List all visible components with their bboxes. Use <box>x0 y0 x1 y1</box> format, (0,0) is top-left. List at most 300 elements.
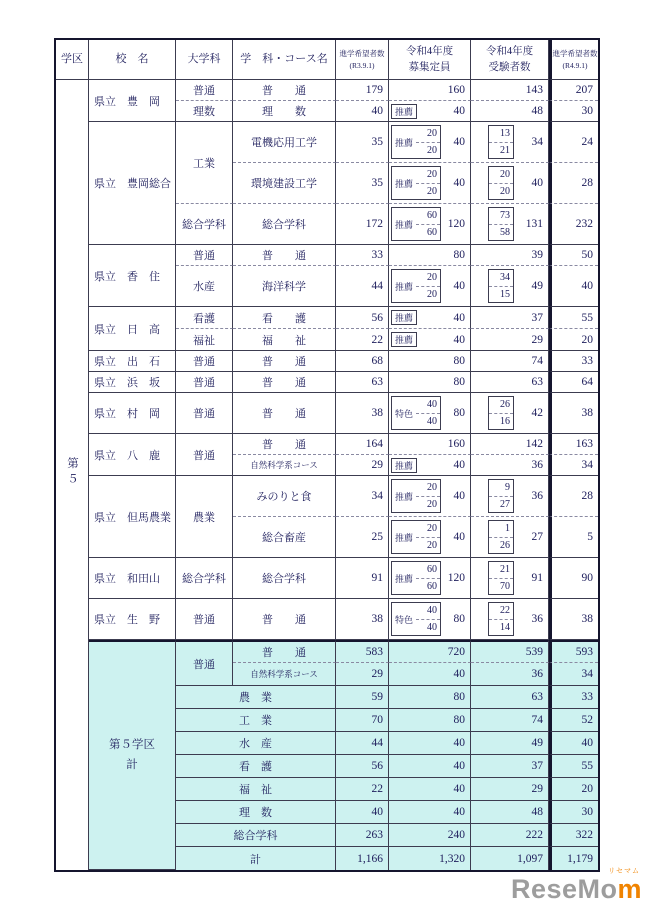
summary-label-line2: 計 <box>126 758 138 771</box>
capacity-content <box>389 102 470 120</box>
summary-value-cell: 29 <box>336 663 389 686</box>
breakdown-values <box>416 521 440 553</box>
summary-value-cell: 59 <box>336 686 389 709</box>
school-name-cell: 県立 豊岡総合 <box>89 122 176 245</box>
breakdown-value: 60 <box>416 224 440 241</box>
dept-cell: 普通 <box>176 80 233 101</box>
course-cell: 理 数 <box>233 101 336 122</box>
capacity-cell <box>389 372 471 393</box>
school-name-cell: 県立 和田山 <box>89 558 176 599</box>
hope-r3-cell: 25 <box>336 517 389 558</box>
breakdown-value: 9 <box>505 482 510 493</box>
hope-r3-cell: 22 <box>336 329 389 351</box>
breakdown-values <box>416 167 440 199</box>
logo-text: ReseMo <box>510 874 618 904</box>
summary-row <box>56 640 598 663</box>
header-capacity-line1: 令和4年度 <box>405 46 454 58</box>
total-value: 40 <box>453 490 465 502</box>
total-value: 80 <box>453 249 465 261</box>
breakdown-value: 15 <box>489 286 513 303</box>
capacity-content <box>389 308 470 327</box>
dept-cell: 普通 <box>176 599 233 640</box>
total-value: 131 <box>525 218 543 230</box>
header-hope-r3 <box>336 40 389 80</box>
total-value: 80 <box>453 376 465 388</box>
breakdown-value: 60 <box>427 564 438 575</box>
hope-r4-cell: 207 <box>549 80 598 101</box>
hope-r3-cell: 40 <box>336 101 389 122</box>
breakdown-values <box>416 270 440 302</box>
breakdown-values <box>489 167 513 199</box>
hope-r3-cell: 44 <box>336 266 389 307</box>
summary-value-cell: 222 <box>471 824 549 847</box>
breakdown-value: 20 <box>427 272 438 283</box>
capacity-content <box>389 559 470 597</box>
dept-cell: 理数 <box>176 101 233 122</box>
breakdown-values <box>489 521 513 553</box>
total-value: 63 <box>531 376 543 388</box>
hope-r4-cell: 64 <box>549 372 598 393</box>
capacity-cell <box>389 351 471 372</box>
breakdown-value: 60 <box>416 578 440 595</box>
selection-type-label: 推薦 <box>395 313 414 323</box>
breakdown-values <box>416 603 440 635</box>
total-value: 29 <box>531 333 543 346</box>
district-cell <box>56 80 89 870</box>
summary-value-cell: 1,166 <box>336 847 389 870</box>
category-cell: 福 祉 <box>176 778 336 801</box>
examinees-cell <box>471 455 549 476</box>
selection-type-label: 推薦 <box>395 178 414 189</box>
examinees-content <box>471 518 548 556</box>
total-value: 142 <box>525 438 543 450</box>
course-cell: 普 通 <box>233 80 336 101</box>
breakdown-value: 20 <box>500 169 510 180</box>
hope-r4-cell: 5 <box>549 517 598 558</box>
total-value: 48 <box>531 105 543 117</box>
summary-value-cell: 80 <box>389 709 471 732</box>
capacity-cell <box>389 122 471 163</box>
summary-value-cell: 29 <box>471 778 549 801</box>
breakdown-value: 58 <box>489 224 513 241</box>
total-value: 40 <box>453 280 465 292</box>
total-value: 37 <box>531 311 543 324</box>
selection-type-box <box>391 125 441 159</box>
breakdown-value: 40 <box>427 399 438 410</box>
category-cell: 農 業 <box>176 686 336 709</box>
data-table <box>54 38 600 872</box>
admission-table <box>54 38 600 872</box>
selection-type-label: 推薦 <box>395 460 414 471</box>
breakdown-value: 70 <box>489 578 513 595</box>
summary-value-cell: 322 <box>549 824 598 847</box>
breakdown-value: 21 <box>500 564 510 575</box>
total-value: 40 <box>453 105 465 117</box>
selection-type-label: 特色 <box>395 408 414 419</box>
dept-cell: 総合学科 <box>176 558 233 599</box>
hope-r3-cell: 179 <box>336 80 389 101</box>
examinees-content <box>471 246 548 264</box>
hope-r4-cell: 20 <box>549 329 598 351</box>
breakdown-value: 73 <box>500 210 510 221</box>
selection-type-label: 推薦 <box>395 335 414 345</box>
table-row <box>56 80 598 101</box>
breakdown-value: 20 <box>416 286 440 303</box>
total-value: 40 <box>531 177 543 189</box>
header-district: 学区 <box>56 40 89 80</box>
breakdown-values <box>489 126 513 158</box>
header-examinees-line2: 受験者数 <box>488 61 531 73</box>
summary-value-cell: 40 <box>549 732 598 755</box>
summary-value-cell: 40 <box>389 801 471 824</box>
examinees-content <box>471 308 548 327</box>
examinees-content <box>471 205 548 243</box>
summary-value-cell: 1,179 <box>549 847 598 870</box>
selection-type-label: 推薦 <box>395 106 414 117</box>
breakdown-values <box>416 397 440 429</box>
capacity-cell <box>389 476 471 517</box>
table-row <box>56 372 598 393</box>
capacity-cell <box>389 558 471 599</box>
summary-value-cell: 22 <box>336 778 389 801</box>
capacity-content <box>389 123 470 161</box>
capacity-cell <box>389 266 471 307</box>
category-cell: 計 <box>176 847 336 870</box>
dept-cell: 農業 <box>176 476 233 558</box>
selection-type-box <box>391 458 417 473</box>
breakdown-value: 1 <box>505 523 510 534</box>
examinees-content <box>471 435 548 453</box>
selection-type-label: 推薦 <box>395 281 414 292</box>
category-cell: 総合学科 <box>176 824 336 847</box>
header-examinees <box>471 40 549 80</box>
capacity-cell <box>389 393 471 434</box>
breakdown-box <box>488 561 514 595</box>
breakdown-values <box>416 562 440 594</box>
selection-type-label: 特色 <box>395 614 414 625</box>
breakdown-value: 20 <box>489 183 513 200</box>
hope-r3-cell: 68 <box>336 351 389 372</box>
header-course: 学 科・コース名 <box>233 40 336 80</box>
total-value: 160 <box>447 84 465 96</box>
course-cell: 普 通 <box>233 372 336 393</box>
course-cell: 普 通 <box>233 393 336 434</box>
course-cell: 普 通 <box>233 599 336 640</box>
hope-r3-cell: 38 <box>336 393 389 434</box>
selection-type-label: 推薦 <box>395 573 414 584</box>
total-value: 40 <box>453 531 465 543</box>
summary-value-cell: 37 <box>471 755 549 778</box>
examinees-cell <box>471 329 549 351</box>
summary-value-cell: 36 <box>471 663 549 686</box>
dept-cell: 普通 <box>176 372 233 393</box>
course-cell: みのりと食 <box>233 476 336 517</box>
course-cell: 自然科学系コース <box>233 663 336 686</box>
total-value: 49 <box>531 280 543 292</box>
examinees-content <box>471 330 548 349</box>
total-value: 40 <box>453 177 465 189</box>
summary-value-cell: 48 <box>471 801 549 824</box>
examinees-cell <box>471 351 549 372</box>
summary-value-cell: 63 <box>471 686 549 709</box>
capacity-content <box>389 600 470 638</box>
school-name-cell: 県立 豊 岡 <box>89 80 176 122</box>
breakdown-box <box>488 269 514 303</box>
selection-type-box <box>391 396 441 430</box>
category-cell: 水 産 <box>176 732 336 755</box>
dept-cell: 普通 <box>176 640 233 686</box>
course-cell: 海洋科学 <box>233 266 336 307</box>
header-hope-r3-line2: (R3.9.1) <box>349 60 375 70</box>
examinees-cell <box>471 204 549 245</box>
school-name-cell: 県立 八 鹿 <box>89 434 176 476</box>
table-row <box>56 307 598 329</box>
summary-value-cell: 40 <box>336 801 389 824</box>
table-row <box>56 558 598 599</box>
dept-cell: 看護 <box>176 307 233 329</box>
hope-r3-cell: 35 <box>336 163 389 204</box>
breakdown-box <box>488 602 514 636</box>
total-value: 27 <box>531 531 543 543</box>
total-value: 120 <box>447 218 465 230</box>
breakdown-values <box>416 126 440 158</box>
examinees-content <box>471 477 548 515</box>
capacity-content <box>389 267 470 305</box>
table-row <box>56 122 598 163</box>
breakdown-value: 20 <box>416 183 440 200</box>
total-value: 36 <box>531 459 543 471</box>
examinees-cell <box>471 558 549 599</box>
capacity-content <box>389 246 470 264</box>
examinees-cell <box>471 245 549 266</box>
breakdown-box <box>488 166 514 200</box>
examinees-content <box>471 102 548 120</box>
examinees-cell <box>471 163 549 204</box>
examinees-content <box>471 600 548 638</box>
table-row <box>56 245 598 266</box>
total-value: 80 <box>453 407 465 419</box>
total-value: 36 <box>531 490 543 502</box>
hope-r3-cell: 63 <box>336 372 389 393</box>
hope-r4-cell: 30 <box>549 101 598 122</box>
examinees-content <box>471 267 548 305</box>
selection-type-box <box>391 269 441 303</box>
total-value: 36 <box>531 613 543 625</box>
course-cell: 総合学科 <box>233 558 336 599</box>
table-body <box>56 80 598 870</box>
summary-value-cell: 33 <box>549 686 598 709</box>
hope-r3-cell: 35 <box>336 122 389 163</box>
capacity-cell <box>389 455 471 476</box>
examinees-content <box>471 373 548 391</box>
examinees-cell <box>471 372 549 393</box>
selection-type-box <box>391 104 417 119</box>
capacity-content <box>389 456 470 474</box>
selection-type-box <box>391 332 417 347</box>
breakdown-value: 60 <box>427 210 438 221</box>
table-row <box>56 351 598 372</box>
breakdown-value: 20 <box>416 142 440 159</box>
breakdown-value: 20 <box>416 496 440 513</box>
header-hope-r4 <box>549 40 598 80</box>
examinees-content <box>471 81 548 99</box>
header-capacity-line2: 募集定員 <box>408 61 451 73</box>
total-value: 80 <box>453 613 465 625</box>
breakdown-value: 40 <box>416 619 440 636</box>
breakdown-value: 20 <box>427 128 438 139</box>
total-value: 40 <box>453 311 465 324</box>
breakdown-value: 40 <box>427 605 438 616</box>
capacity-content <box>389 518 470 556</box>
selection-type-box <box>391 520 441 554</box>
dept-cell: 総合学科 <box>176 204 233 245</box>
breakdown-values <box>416 208 440 240</box>
breakdown-value: 26 <box>489 537 513 554</box>
total-value: 80 <box>453 355 465 367</box>
course-cell: 普 通 <box>233 640 336 663</box>
capacity-cell <box>389 434 471 455</box>
hope-r4-cell: 38 <box>549 599 598 640</box>
header-dept: 大学科 <box>176 40 233 80</box>
course-cell: 福 祉 <box>233 329 336 351</box>
hope-r4-cell: 50 <box>549 245 598 266</box>
hope-r3-cell: 172 <box>336 204 389 245</box>
summary-value-cell: 80 <box>389 686 471 709</box>
school-name-cell: 県立 香 住 <box>89 245 176 307</box>
capacity-content <box>389 435 470 453</box>
course-cell: 看 護 <box>233 307 336 329</box>
header-row <box>56 40 598 80</box>
capacity-content <box>389 477 470 515</box>
header-hope-r4-line2: (R4.9.1) <box>562 60 588 70</box>
selection-type-box <box>391 207 441 241</box>
hope-r4-cell: 232 <box>549 204 598 245</box>
dept-cell: 工業 <box>176 122 233 204</box>
capacity-cell <box>389 329 471 351</box>
summary-value-cell: 34 <box>549 663 598 686</box>
breakdown-value: 13 <box>500 128 510 139</box>
breakdown-box <box>488 479 514 513</box>
examinees-cell <box>471 517 549 558</box>
examinees-content <box>471 559 548 597</box>
summary-value-cell: 40 <box>389 755 471 778</box>
district-label: 第５ <box>66 457 78 488</box>
breakdown-value: 16 <box>489 413 513 430</box>
school-name-cell: 県立 日 高 <box>89 307 176 351</box>
examinees-cell <box>471 434 549 455</box>
logo-katakana: リセマム <box>608 868 640 875</box>
dept-cell: 福祉 <box>176 329 233 351</box>
capacity-cell <box>389 163 471 204</box>
breakdown-value: 14 <box>489 619 513 636</box>
total-value: 42 <box>531 407 543 419</box>
hope-r3-cell: 33 <box>336 245 389 266</box>
total-value: 143 <box>525 84 543 96</box>
summary-value-cell: 539 <box>471 640 549 663</box>
capacity-content <box>389 373 470 391</box>
course-cell: 環境建設工学 <box>233 163 336 204</box>
hope-r4-cell: 90 <box>549 558 598 599</box>
hope-r3-cell: 29 <box>336 455 389 476</box>
breakdown-values <box>489 562 513 594</box>
examinees-cell <box>471 101 549 122</box>
examinees-cell <box>471 122 549 163</box>
summary-value-cell: 583 <box>336 640 389 663</box>
summary-value-cell: 20 <box>549 778 598 801</box>
hope-r4-cell: 24 <box>549 122 598 163</box>
total-value: 120 <box>447 572 465 584</box>
total-value: 74 <box>531 355 543 367</box>
category-cell: 理 数 <box>176 801 336 824</box>
summary-value-cell: 720 <box>389 640 471 663</box>
summary-value-cell: 30 <box>549 801 598 824</box>
breakdown-values <box>489 208 513 240</box>
selection-type-label: 推薦 <box>395 137 414 148</box>
selection-type-label: 推薦 <box>395 219 414 230</box>
selection-type-label: 推薦 <box>395 491 414 502</box>
course-cell: 総合畜産 <box>233 517 336 558</box>
capacity-cell <box>389 204 471 245</box>
examinees-cell <box>471 307 549 329</box>
capacity-content <box>389 205 470 243</box>
summary-value-cell: 55 <box>549 755 598 778</box>
breakdown-value: 20 <box>427 482 438 493</box>
breakdown-box <box>488 520 514 554</box>
capacity-cell <box>389 517 471 558</box>
school-name-cell: 県立 但馬農業 <box>89 476 176 558</box>
summary-value-cell: 44 <box>336 732 389 755</box>
course-cell: 総合学科 <box>233 204 336 245</box>
table-row <box>56 393 598 434</box>
summary-label-cell <box>89 640 176 870</box>
examinees-content <box>471 123 548 161</box>
course-cell: 普 通 <box>233 351 336 372</box>
resemom-logo <box>511 868 642 903</box>
header-hope-r4-line1: 進学希望者数 <box>552 49 598 59</box>
total-value: 39 <box>531 249 543 261</box>
total-value: 34 <box>531 136 543 148</box>
breakdown-value: 20 <box>427 523 438 534</box>
breakdown-values <box>416 480 440 512</box>
hope-r3-cell: 56 <box>336 307 389 329</box>
total-value: 91 <box>531 572 543 584</box>
summary-value-cell: 49 <box>471 732 549 755</box>
category-cell: 看 護 <box>176 755 336 778</box>
total-value: 40 <box>453 459 465 471</box>
breakdown-value: 34 <box>500 272 510 283</box>
summary-value-cell: 1,320 <box>389 847 471 870</box>
summary-value-cell: 52 <box>549 709 598 732</box>
hope-r3-cell: 91 <box>336 558 389 599</box>
breakdown-values <box>489 480 513 512</box>
selection-type-box <box>391 166 441 200</box>
school-name-cell: 県立 村 岡 <box>89 393 176 434</box>
breakdown-value: 21 <box>489 142 513 159</box>
table-row <box>56 434 598 455</box>
capacity-cell <box>389 101 471 122</box>
examinees-cell <box>471 476 549 517</box>
summary-value-cell: 40 <box>389 663 471 686</box>
hope-r3-cell: 38 <box>336 599 389 640</box>
hope-r4-cell: 28 <box>549 163 598 204</box>
breakdown-box <box>488 207 514 241</box>
breakdown-values <box>489 270 513 302</box>
dept-cell: 普通 <box>176 245 233 266</box>
summary-value-cell: 240 <box>389 824 471 847</box>
school-name-cell: 県立 生 野 <box>89 599 176 640</box>
table-row <box>56 599 598 640</box>
hope-r4-cell: 38 <box>549 393 598 434</box>
